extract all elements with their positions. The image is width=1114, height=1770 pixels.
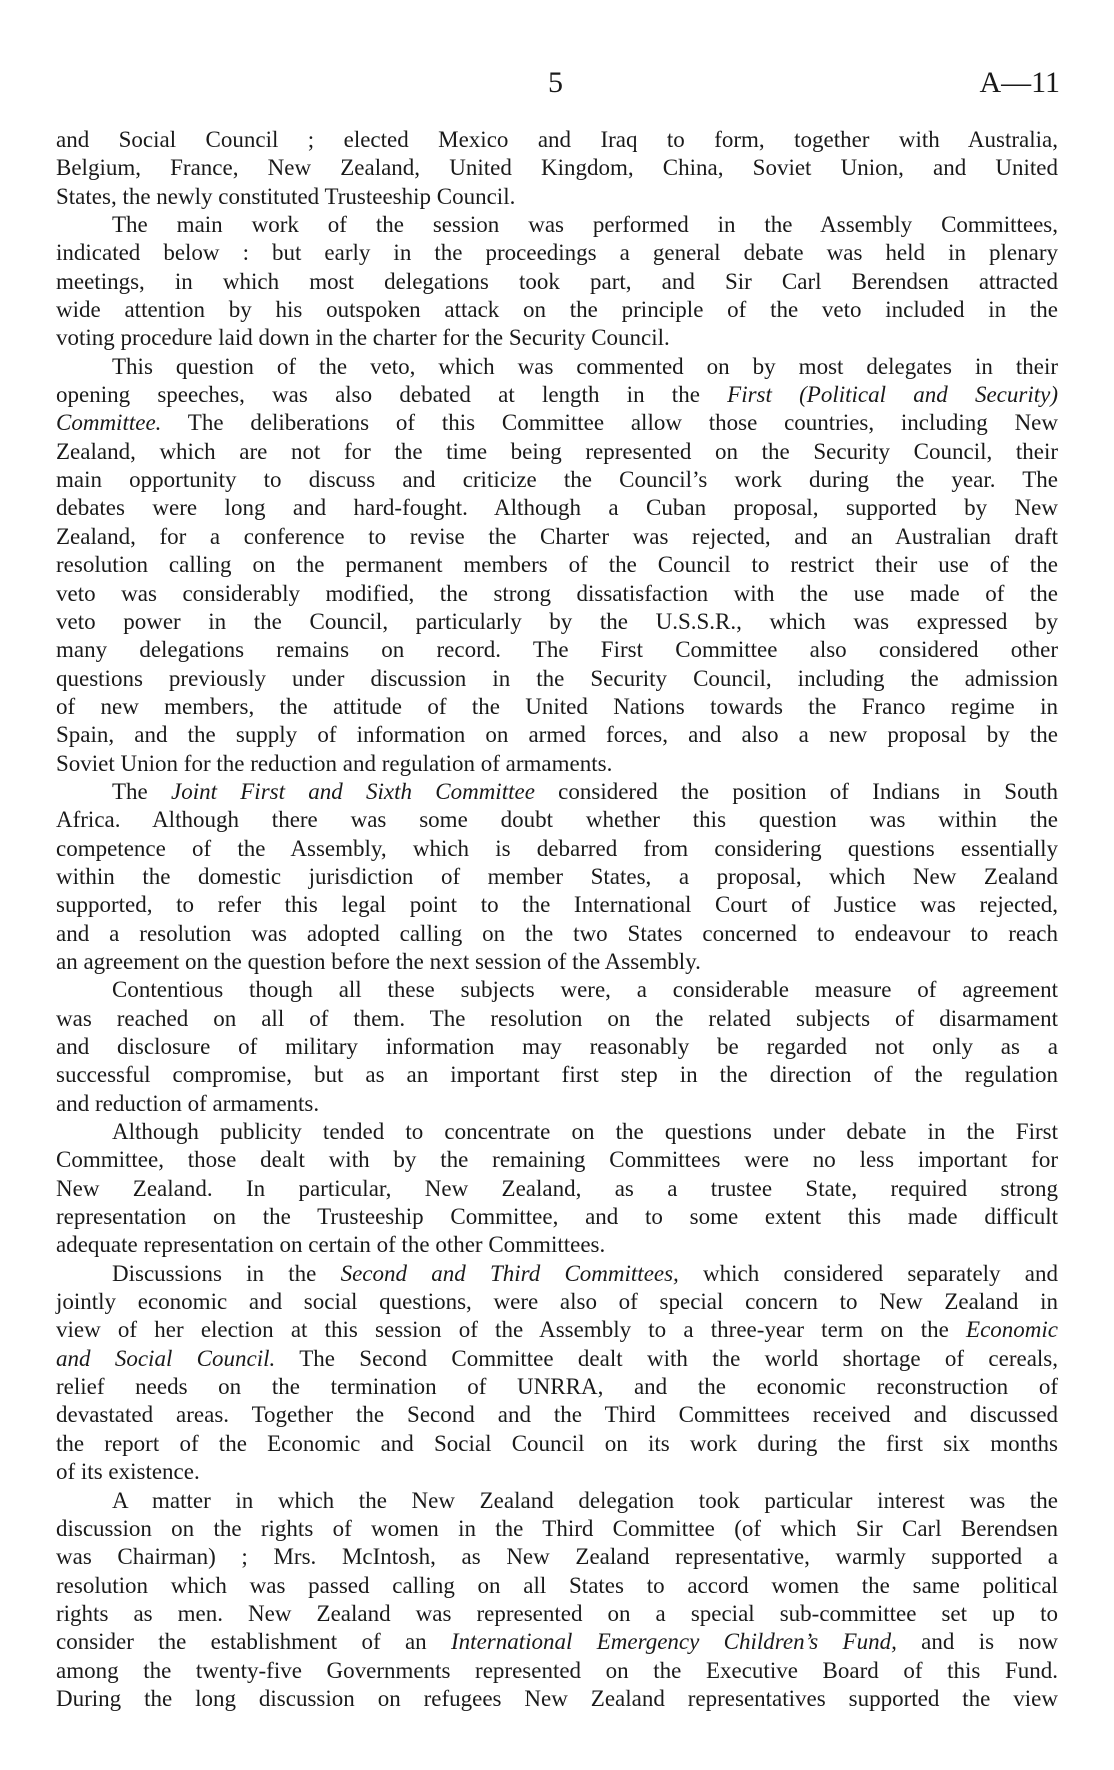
text: Belgium, France, New Zealand, United Kingdom, China, Soviet Union, and United xyxy=(56,155,1058,181)
paragraph xyxy=(56,1118,1058,1260)
text-line xyxy=(56,1146,1058,1174)
text: rights as men. New Zealand was represented on a special sub-committee set up to xyxy=(56,1600,1058,1626)
text-line xyxy=(56,580,1058,608)
text: discussion on the rights of women in the Third Committee (of which Sir Carl Berendsen xyxy=(56,1515,1058,1541)
text: During the long discussion on refugees New Zealand representatives supported the view xyxy=(56,1685,1058,1711)
text: Soviet Union for the reduction and regulation of armaments. xyxy=(56,750,613,776)
text: and disclosure of military information may reasonably be regarded not only as a xyxy=(56,1034,1058,1059)
document-reference: A—11 xyxy=(979,66,1060,99)
text: Contentious though all these subjects were, a considerable measure of agreement xyxy=(112,977,1058,1003)
text: Discussions in the xyxy=(112,1260,341,1286)
paragraph xyxy=(56,211,1058,353)
text: and reduction of armaments. xyxy=(56,1090,320,1116)
text-line xyxy=(56,353,1058,381)
text-line xyxy=(56,863,1058,891)
text-line xyxy=(56,665,1058,693)
text: and is now xyxy=(896,1629,1058,1655)
italic-text: and Social Council. xyxy=(56,1345,276,1371)
text: adequate representation on certain of the other Committees. xyxy=(56,1232,606,1258)
text-line xyxy=(56,1090,1058,1118)
text-line xyxy=(56,1316,1058,1344)
text: view of her election at this session of the Assembly to a three-year term on the xyxy=(56,1317,967,1343)
text: an agreement on the question before the next session of the Assembly. xyxy=(56,948,701,974)
text-line xyxy=(56,1628,1058,1656)
text: questions previously under discussion in the Security Council, including the admission xyxy=(56,665,1058,691)
text-line xyxy=(56,409,1058,437)
text: voting procedure laid down in the charter for the Security Council. xyxy=(56,325,670,351)
text-line xyxy=(56,1685,1058,1713)
text: Spain, and the supply of information on armed forces, and also a new proposal by the xyxy=(56,722,1058,748)
text-line xyxy=(56,693,1058,721)
text-line xyxy=(56,750,1058,778)
text: debates were long and hard-fought. Although a Cuban proposal, supported by New xyxy=(56,495,1058,521)
text: meetings, in which most delegations took part, and Sir Carl Berendsen attracted xyxy=(56,268,1058,294)
text: The deliberations of this Committee allow those countries, including New xyxy=(161,410,1058,436)
text-line xyxy=(56,324,1058,352)
text-line xyxy=(56,1487,1058,1515)
text: many delegations remains on record. The First Committee also considered other xyxy=(56,637,1058,663)
text-line xyxy=(56,891,1058,919)
document-body xyxy=(56,126,1058,1713)
text-line xyxy=(56,778,1058,806)
italic-text: Committee. xyxy=(56,410,162,436)
text: main opportunity to discuss and criticize the Council’s work during the year. The xyxy=(56,467,1058,493)
text: This question of the veto, which was commented on by most delegates in their xyxy=(112,353,1058,379)
text: veto power in the Council, particularly by the U.S.S.R., which was expressed by xyxy=(56,608,1058,634)
text-line xyxy=(56,806,1058,834)
text-line xyxy=(56,551,1058,579)
italic-text: Second and Third Committees, xyxy=(340,1260,679,1286)
text-line xyxy=(56,1260,1058,1288)
text: jointly economic and social questions, were also of special concern to New Zealand in xyxy=(56,1289,1058,1315)
text-line xyxy=(56,1515,1058,1543)
text: and a resolution was adopted calling on the two States concerned to endeavour to reach xyxy=(56,920,1058,946)
text: consider the establishment of an xyxy=(56,1629,452,1655)
text-line xyxy=(56,211,1058,239)
text-line xyxy=(56,1231,1058,1259)
paragraph xyxy=(56,778,1058,976)
text-line xyxy=(56,1005,1058,1033)
text: Although publicity tended to concentrate on the questions under debate in the First xyxy=(112,1119,1058,1145)
text-line xyxy=(56,381,1058,409)
text: The xyxy=(112,778,172,804)
text-line xyxy=(56,1288,1058,1316)
text-line xyxy=(56,920,1058,948)
text-line xyxy=(56,1430,1058,1458)
text-line xyxy=(56,126,1058,154)
text: representation on the Trusteeship Committee, and to some extent this made difficult xyxy=(56,1204,1058,1230)
text: was Chairman) ; Mrs. McIntosh, as New Zealand representative, warmly supported a xyxy=(56,1544,1058,1570)
text: The Second Committee dealt with the world shortage of cereals, xyxy=(275,1345,1058,1371)
text: was reached on all of them. The resolution on the related subjects of disarmament xyxy=(56,1005,1058,1031)
text-line xyxy=(56,636,1058,664)
text-line xyxy=(56,1203,1058,1231)
text: States, the newly constituted Trusteeship Council. xyxy=(56,183,516,209)
text-line xyxy=(56,494,1058,522)
text-line xyxy=(56,835,1058,863)
paragraph xyxy=(56,1260,1058,1487)
text-line xyxy=(56,1345,1058,1373)
text-line xyxy=(56,1657,1058,1685)
text-line xyxy=(56,976,1058,1004)
text: which considered separately and xyxy=(678,1260,1058,1286)
text-line xyxy=(56,1543,1058,1571)
text-line xyxy=(56,948,1058,976)
text-line xyxy=(56,1033,1058,1061)
text: of new members, the attitude of the United Nations towards the Franco regime in xyxy=(56,693,1058,719)
page-number: 5 xyxy=(548,66,563,99)
text: among the twenty-five Governments represented on the Executive Board of this Fund. xyxy=(56,1657,1058,1683)
text-line xyxy=(56,721,1058,749)
text-line xyxy=(56,1572,1058,1600)
text: supported, to refer this legal point to the International Court of Justice was rejected, xyxy=(56,892,1058,918)
text: relief needs on the termination of UNRRA, and the economic reconstruction of xyxy=(56,1374,1058,1400)
text: The main work of the session was performed in the Assembly Committees, xyxy=(112,212,1058,238)
text: opening speeches, was also debated at length in the xyxy=(56,382,728,408)
text-line xyxy=(56,154,1058,182)
text-line xyxy=(56,1458,1058,1486)
text: resolution calling on the permanent members of the Council to restrict their use of the xyxy=(56,552,1058,578)
text-line xyxy=(56,1118,1058,1146)
text: considered the position of Indians in South xyxy=(534,778,1058,804)
text: and Social Council ; elected Mexico and Iraq to form, together with Australia, xyxy=(56,127,1058,152)
text-line xyxy=(56,268,1058,296)
italic-text: First (Political and Security) xyxy=(727,382,1058,408)
text-line xyxy=(56,523,1058,551)
paragraph xyxy=(56,353,1058,778)
text: competence of the Assembly, which is debarred from considering questions essentially xyxy=(56,835,1058,861)
text-line xyxy=(56,1061,1058,1089)
text-line xyxy=(56,183,1058,211)
text: Africa. Although there was some doubt whether this question was within the xyxy=(56,807,1058,833)
text-line xyxy=(56,608,1058,636)
text-line xyxy=(56,466,1058,494)
text-line xyxy=(56,1175,1058,1203)
text-line xyxy=(56,1401,1058,1429)
text: devastated areas. Together the Second and the Third Committees received and discussed xyxy=(56,1402,1058,1428)
text: veto was considerably modified, the strong dissatisfaction with the use made of the xyxy=(56,580,1058,606)
text: Committee, those dealt with by the remaining Committees were no less important for xyxy=(56,1147,1058,1173)
text: the report of the Economic and Social Council on its work during the first six months xyxy=(56,1430,1058,1456)
text: successful compromise, but as an important first step in the direction of the regulation xyxy=(56,1062,1058,1088)
text: New Zealand. In particular, New Zealand, as a trustee State, required strong xyxy=(56,1175,1058,1201)
text-line xyxy=(56,239,1058,267)
text: of its existence. xyxy=(56,1459,200,1485)
paragraph xyxy=(56,1487,1058,1714)
text: within the domestic jurisdiction of member States, a proposal, which New Zealand xyxy=(56,863,1058,889)
text-line xyxy=(56,296,1058,324)
text: indicated below : but early in the proceedings a general debate was held in plenary xyxy=(56,240,1058,266)
text: wide attention by his outspoken attack on the principle of the veto included in the xyxy=(56,297,1058,323)
text-line xyxy=(56,438,1058,466)
paragraph xyxy=(56,976,1058,1118)
italic-text: Joint First and Sixth Committee xyxy=(171,778,535,804)
text-line xyxy=(56,1373,1058,1401)
text-line xyxy=(56,1600,1058,1628)
italic-text: Economic xyxy=(966,1317,1058,1343)
text: Zealand, which are not for the time being represented on the Security Council, their xyxy=(56,438,1058,464)
paragraph xyxy=(56,126,1058,211)
text: resolution which was passed calling on all States to accord women the same political xyxy=(56,1572,1058,1598)
text: Zealand, for a conference to revise the Charter was rejected, and an Australian draft xyxy=(56,523,1058,549)
italic-text: International Emergency Children’s Fund, xyxy=(451,1629,897,1655)
text: A matter in which the New Zealand delegation took particular interest was the xyxy=(112,1487,1058,1513)
